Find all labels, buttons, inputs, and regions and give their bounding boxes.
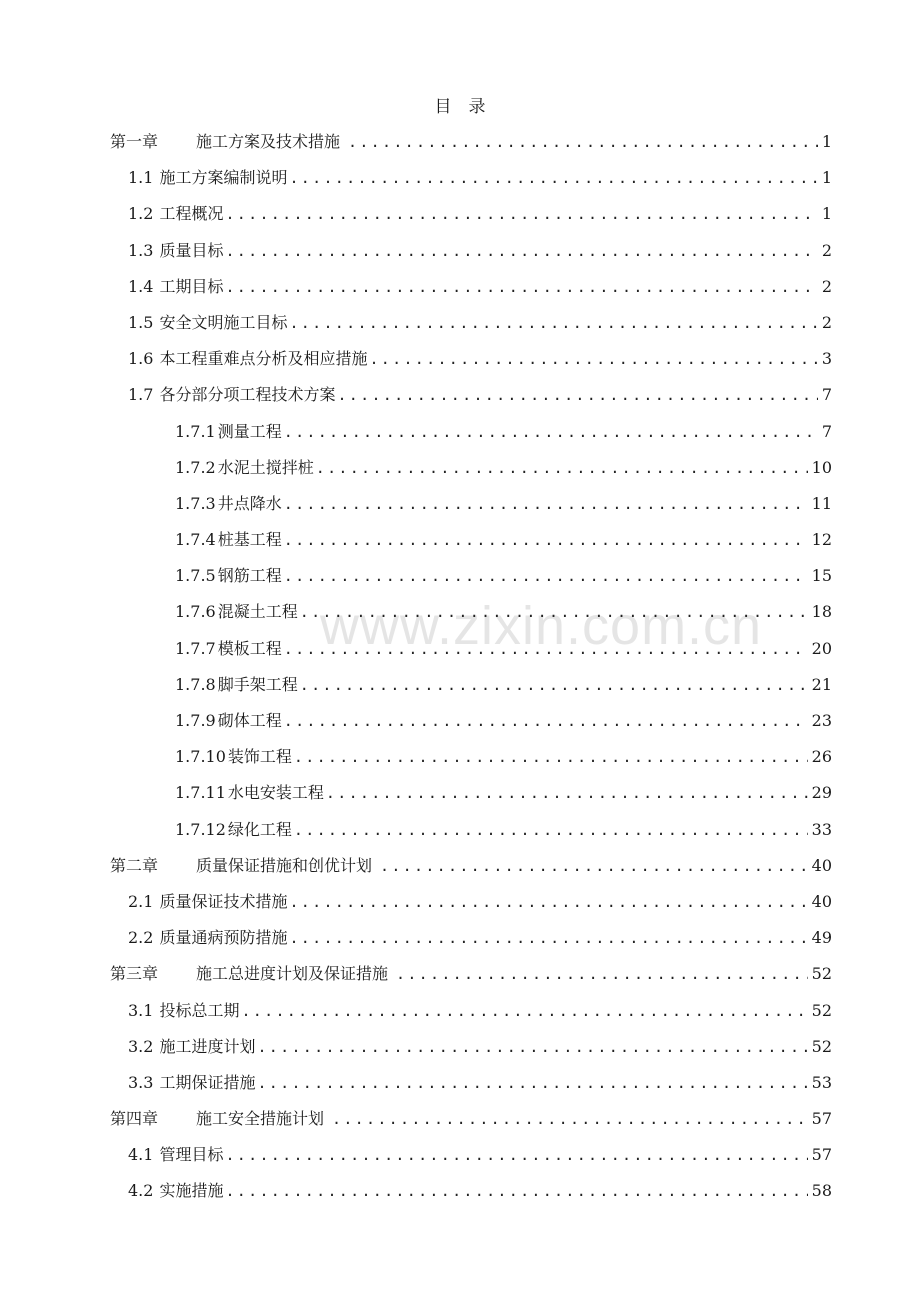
toc-page-number: 12 — [811, 530, 832, 550]
dot-leader — [225, 1173, 807, 1209]
toc-page-number: 21 — [811, 674, 832, 694]
toc-entry-text: 装饰工程 — [227, 747, 292, 767]
toc-section-entry[interactable] — [110, 1065, 832, 1101]
toc-entry-text: 质量保证技术措施 — [159, 891, 288, 911]
toc-page-number: 52 — [811, 1036, 832, 1056]
toc-entry-number: 第一章 — [110, 132, 159, 151]
toc-entry-text: 质量保证措施和创优计划 — [196, 855, 373, 875]
toc-entry-text: 质量目标 — [159, 240, 224, 260]
toc-page-number: 33 — [811, 819, 832, 839]
toc-section-entry[interactable] — [110, 993, 832, 1029]
toc-page-number: 2 — [821, 312, 832, 332]
toc-page-number: 40 — [811, 891, 832, 911]
dot-leader — [257, 1029, 807, 1065]
toc-section-entry[interactable] — [110, 377, 832, 413]
toc-page-number: 40 — [811, 855, 832, 875]
toc-entry-text: 投标总工期 — [159, 1000, 240, 1020]
toc-subsection-entry[interactable] — [110, 739, 832, 775]
toc-entry-number: 2.2 — [128, 928, 154, 948]
toc-entry-text: 水电安装工程 — [227, 783, 324, 803]
toc-entry-text: 工期目标 — [159, 276, 224, 296]
toc-subsection-entry[interactable] — [110, 414, 832, 450]
toc-page-number: 52 — [811, 1000, 832, 1020]
toc-entry-number: 1.7.4 — [175, 530, 216, 550]
toc-entry-text: 实施措施 — [159, 1181, 224, 1201]
toc-page-number: 7 — [821, 385, 832, 405]
toc-page-number: 26 — [811, 747, 832, 767]
dot-leader — [316, 450, 808, 486]
toc-list — [110, 124, 832, 1210]
toc-subsection-entry[interactable] — [110, 812, 832, 848]
toc-entry-number: 2.1 — [128, 891, 154, 911]
toc-chapter-entry[interactable] — [110, 848, 832, 884]
dot-leader — [225, 196, 817, 232]
toc-entry-text: 混凝土工程 — [217, 602, 298, 622]
toc-entry-text: 施工方案编制说明 — [159, 168, 288, 188]
toc-entry-text: 施工方案及技术措施 — [196, 132, 341, 151]
toc-entry-number: 1.7 — [128, 385, 154, 405]
toc-entry-text: 工期保证措施 — [159, 1072, 256, 1092]
dot-leader — [284, 486, 808, 522]
toc-entry-text: 桩基工程 — [217, 530, 282, 550]
toc-section-entry[interactable] — [110, 1029, 832, 1065]
toc-section-entry[interactable] — [110, 920, 832, 956]
toc-entry-number: 1.7.2 — [175, 457, 216, 477]
toc-entry-number: 1.4 — [128, 276, 154, 296]
toc-section-entry[interactable] — [110, 196, 832, 232]
toc-page-number: 23 — [811, 711, 832, 730]
toc-page-number: 57 — [811, 1145, 832, 1165]
toc-subsection-entry[interactable] — [110, 631, 832, 667]
toc-entry-text: 工程概况 — [159, 204, 224, 224]
toc-entry-number: 3.2 — [128, 1036, 154, 1056]
toc-entry-number: 1.5 — [128, 312, 154, 332]
toc-section-entry[interactable] — [110, 269, 832, 305]
toc-page-number: 1 — [821, 168, 832, 188]
dot-leader — [326, 775, 808, 811]
dot-leader — [284, 414, 818, 450]
toc-chapter-entry[interactable] — [110, 124, 832, 160]
toc-entry-number: 第三章 — [110, 964, 159, 984]
toc-page-number: 29 — [811, 783, 832, 803]
toc-entry-number: 1.7.10 — [175, 747, 226, 767]
toc-chapter-entry[interactable] — [110, 956, 832, 992]
dot-leader — [396, 956, 808, 992]
toc-subsection-entry[interactable] — [110, 486, 832, 522]
toc-entry-text: 本工程重难点分析及相应措施 — [159, 349, 368, 369]
toc-subsection-entry[interactable] — [110, 558, 832, 594]
toc-entry-text: 砌体工程 — [217, 711, 282, 730]
toc-entry-number: 1.7.11 — [175, 783, 226, 803]
dot-leader — [332, 1101, 808, 1137]
toc-entry-number: 1.2 — [128, 204, 154, 224]
toc-section-entry[interactable] — [110, 1137, 832, 1173]
toc-subsection-entry[interactable] — [110, 522, 832, 558]
toc-entry-text: 水泥土搅拌桩 — [217, 457, 314, 477]
dot-leader — [225, 269, 817, 305]
toc-subsection-entry[interactable] — [110, 594, 832, 630]
toc-entry-number: 1.6 — [128, 349, 154, 369]
toc-entry-text: 井点降水 — [217, 493, 282, 513]
toc-entry-number: 第四章 — [110, 1109, 159, 1129]
dot-leader — [241, 993, 807, 1029]
dot-leader — [300, 594, 808, 630]
toc-entry-text: 质量通病预防措施 — [159, 928, 288, 948]
toc-entry-number: 1.7.6 — [175, 602, 216, 622]
toc-page-number: 1 — [821, 204, 832, 224]
toc-entry-number: 1.7.7 — [175, 638, 216, 658]
dot-leader — [380, 848, 808, 884]
toc-entry-text: 安全文明施工目标 — [159, 312, 288, 332]
toc-page-number: 58 — [811, 1181, 832, 1201]
toc-entry-text: 模板工程 — [217, 638, 282, 658]
toc-entry-number: 3.1 — [128, 1000, 154, 1020]
dot-leader — [294, 739, 808, 775]
dot-leader — [225, 233, 817, 269]
dot-leader — [348, 124, 818, 160]
toc-entry-text: 施工进度计划 — [159, 1036, 256, 1056]
dot-leader — [284, 703, 808, 739]
dot-leader — [289, 920, 807, 956]
toc-entry-number: 3.3 — [128, 1072, 154, 1092]
toc-page-number: 11 — [811, 493, 832, 513]
toc-entry-number: 第二章 — [110, 855, 159, 875]
toc-entry-number: 1.7.9 — [175, 711, 216, 730]
dot-leader — [225, 1137, 807, 1173]
watermark: www.zixin.com.cn — [320, 596, 763, 656]
toc-page-number: 2 — [821, 240, 832, 260]
dot-leader — [289, 160, 817, 196]
dot-leader — [300, 667, 808, 703]
toc-section-entry[interactable] — [110, 341, 832, 377]
dot-leader — [294, 812, 808, 848]
toc-section-entry[interactable] — [110, 884, 832, 920]
toc-entry-text: 绿化工程 — [227, 819, 292, 839]
toc-page-number: 15 — [811, 566, 832, 586]
toc-entry-number: 1.7.3 — [175, 493, 216, 513]
toc-entry-number: 1.3 — [128, 240, 154, 260]
toc-page-number: 20 — [811, 638, 832, 658]
toc-section-entry[interactable] — [110, 160, 832, 196]
toc-entry-text: 钢筋工程 — [217, 566, 282, 586]
toc-section-entry[interactable] — [110, 233, 832, 269]
toc-page-number: 53 — [811, 1072, 832, 1092]
toc-page-number: 57 — [811, 1109, 832, 1129]
toc-chapter-entry[interactable] — [110, 1101, 832, 1137]
toc-section-entry[interactable] — [110, 305, 832, 341]
dot-leader — [284, 522, 808, 558]
dot-leader — [257, 1065, 807, 1101]
dot-leader — [284, 558, 808, 594]
toc-page-number: 10 — [811, 457, 832, 477]
toc-subsection-entry[interactable] — [110, 667, 832, 703]
toc-entry-number: 4.1 — [128, 1145, 154, 1165]
toc-title: 目 录 — [434, 97, 486, 117]
toc-entry-text: 管理目标 — [159, 1145, 224, 1165]
toc-entry-number: 4.2 — [128, 1181, 154, 1201]
toc-entry-text: 施工总进度计划及保证措施 — [196, 964, 389, 984]
toc-page-number: 1 — [821, 132, 832, 151]
toc-page-number: 3 — [821, 349, 832, 369]
toc-entry-number: 1.7.8 — [175, 674, 216, 694]
toc-subsection-entry[interactable] — [110, 450, 832, 486]
dot-leader — [369, 341, 817, 377]
toc-subsection-entry[interactable] — [110, 775, 832, 811]
dot-leader — [289, 884, 807, 920]
toc-entry-number: 1.7.5 — [175, 566, 216, 586]
toc-page-number: 18 — [811, 602, 832, 622]
toc-entry-text: 脚手架工程 — [217, 674, 298, 694]
toc-section-entry[interactable] — [110, 1173, 832, 1209]
dot-leader — [337, 377, 817, 413]
toc-entry-number: 1.7.12 — [175, 819, 226, 839]
dot-leader — [289, 305, 817, 341]
dot-leader — [284, 631, 808, 667]
toc-entry-text: 各分部分项工程技术方案 — [159, 385, 336, 405]
toc-page-number: 2 — [821, 276, 832, 296]
toc-page-number: 7 — [821, 421, 832, 441]
toc-entry-number: 1.7.1 — [175, 421, 216, 441]
toc-page-number: 52 — [811, 964, 832, 984]
toc-entry-number: 1.1 — [128, 168, 154, 188]
toc-entry-text: 施工安全措施计划 — [196, 1109, 325, 1129]
toc-entry-text: 测量工程 — [217, 421, 282, 441]
toc-page-number: 49 — [811, 928, 832, 948]
toc-subsection-entry[interactable] — [110, 703, 832, 739]
